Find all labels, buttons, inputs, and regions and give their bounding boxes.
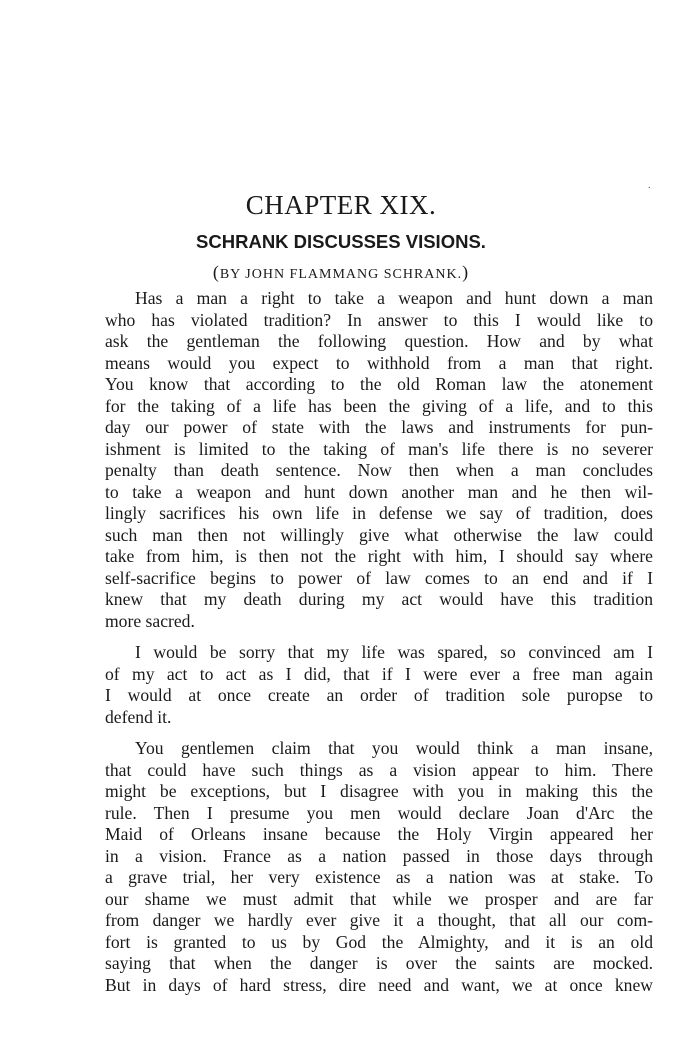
byline-close-paren: )	[462, 262, 470, 282]
text-line: rule. Then I presume you men would declare Joan d'Arc the	[105, 802, 653, 823]
text-line: take from him, is then not the right with him, I should say where	[105, 546, 653, 566]
text-line: that could have such things as a vision appear to him. There	[105, 759, 653, 780]
text-line: I would at once create an order of tradition sole puropse to	[105, 685, 653, 705]
chapter-title: CHAPTER XIX.	[245, 190, 437, 220]
text-line: ask the gentleman the following question. How and by what	[105, 331, 653, 351]
text-line: might be exceptions, but I disagree with you in making this the	[105, 781, 653, 801]
text-line: means would you expect to withhold from a man that right.	[105, 352, 653, 373]
text-line: to take a weapon and hunt down another man and he then wil-	[105, 481, 653, 502]
text-line: Has a man a right to take a weapon and hunt down a man	[135, 288, 653, 308]
text-line: self-sacrifice begins to power of law comes to an end and if I	[105, 567, 653, 588]
byline	[0, 262, 682, 283]
chapter-subtitle: SCHRANK DISCUSSES VISIONS.	[196, 231, 486, 252]
paragraph	[105, 738, 653, 996]
text-line: for the taking of a life has been the giving of a life, and to this	[105, 395, 653, 416]
text-line: Maid of Orleans insane because the Holy Virgin appeared her	[105, 824, 653, 844]
text-line: such man then not willingly give what otherwise the law could	[105, 524, 653, 545]
text-line: You know that according to the old Roman law the atonement	[105, 374, 653, 394]
text-line: from danger we hardly ever give it a thought, that all our com-	[105, 910, 653, 930]
chapter-body	[105, 288, 653, 1006]
page-speck: .	[648, 180, 651, 191]
text-line: saying that when the danger is over the saints are mocked.	[105, 953, 653, 973]
text-line: But in days of hard stress, dire need and want, we at once knew	[105, 974, 653, 995]
text-line: knew that my death during my act would have this tradition	[105, 589, 653, 609]
text-line: day our power of state with the laws and instruments for pun-	[105, 417, 653, 437]
text-line: I would be sorry that my life was spared, so convinced am I	[135, 642, 653, 662]
text-line: defend it.	[105, 706, 172, 727]
text-line: You gentlemen claim that you would think a man insane,	[135, 738, 653, 758]
text-line: our shame we must admit that while we prosper and are far	[105, 888, 653, 909]
text-line: in a vision. France as a nation passed in those days through	[105, 845, 653, 866]
text-line: ishment is limited to the taking of man's life there is no severer	[105, 438, 653, 459]
text-line: more sacred.	[105, 610, 195, 631]
paragraph	[105, 642, 653, 728]
paragraph	[105, 288, 653, 632]
text-line: of my act to act as I did, that if I were ever a free man again	[105, 663, 653, 684]
text-line: lingly sacrifices his own life in defense we say of tradition, does	[105, 503, 653, 523]
byline-open-paren: (	[212, 262, 220, 282]
text-line: a grave trial, her very existence as a nation was at stake. To	[105, 867, 653, 887]
text-line: penalty than death sentence. Now then when a man concludes	[105, 460, 653, 480]
text-line: fort is granted to us by God the Almighty, and it is an old	[105, 931, 653, 952]
byline-author: BY JOHN FLAMMANG SCHRANK.	[219, 267, 463, 282]
text-line: who has violated tradition? In answer to this I would like to	[105, 309, 653, 330]
